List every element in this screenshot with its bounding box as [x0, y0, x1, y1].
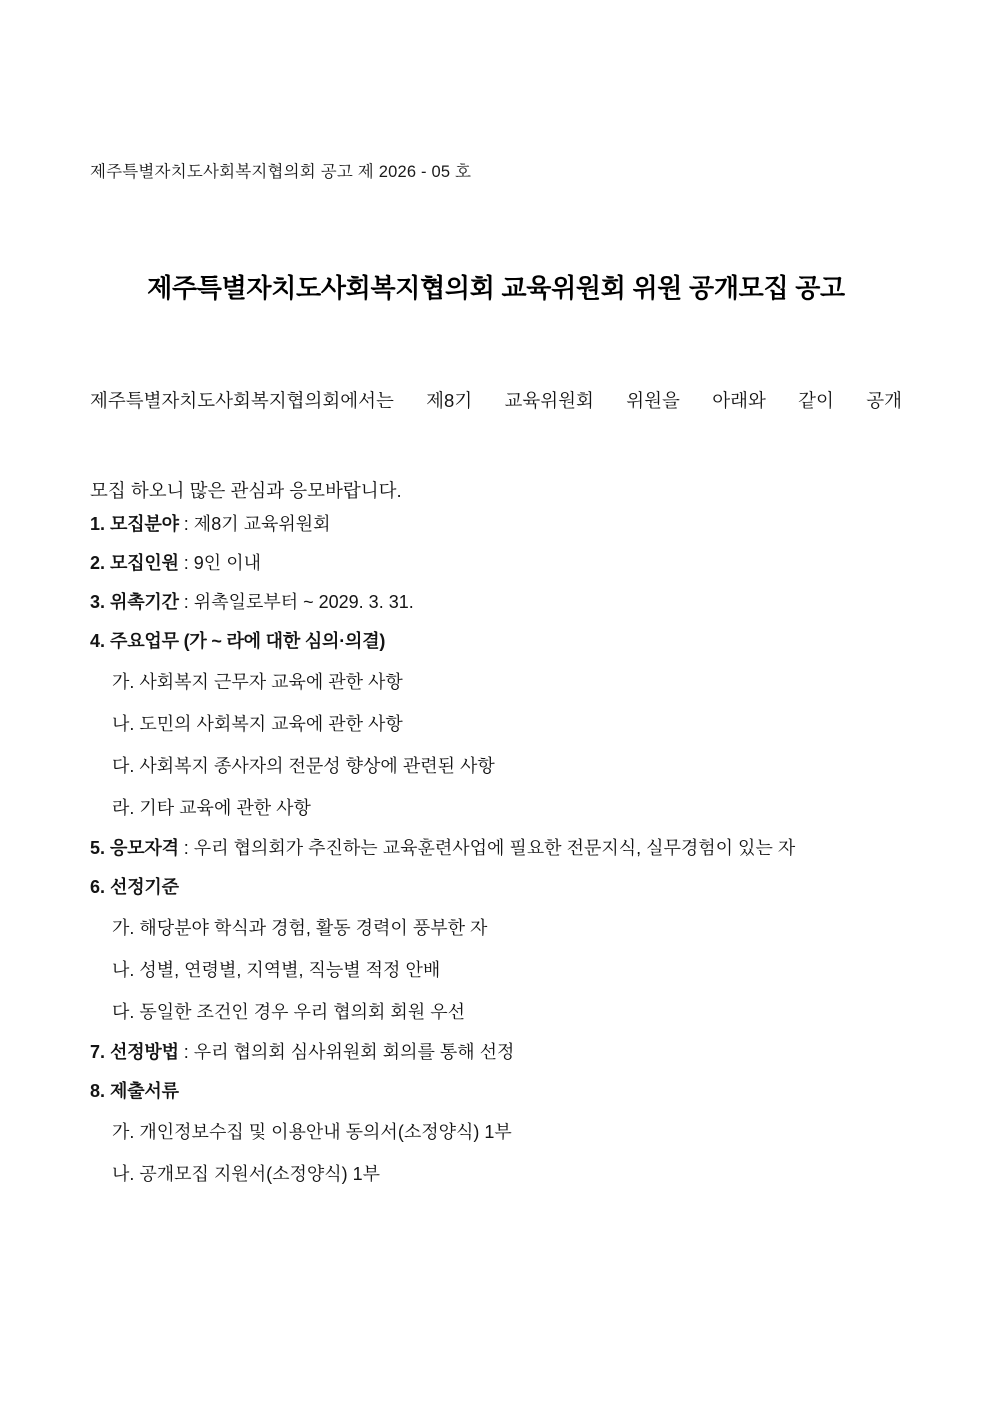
list-item — [90, 622, 905, 661]
list-item — [90, 829, 905, 868]
list-item-label: 선정방법 — [110, 1042, 179, 1062]
list-item-label: 위촉기간 — [110, 592, 179, 612]
list-item-detail: : 9인 이내 — [178, 553, 261, 573]
sub-list-item: 다. 사회복지 종사자의 전문성 향상에 관련된 사항 — [112, 756, 495, 776]
list-item-detail: : 우리 협의회 심사위원회 회의를 통해 선정 — [178, 1042, 515, 1062]
list-item-index: 7. — [90, 1042, 106, 1062]
sub-list-item: 나. 도민의 사회복지 교육에 관한 사항 — [112, 714, 403, 734]
list-item — [90, 583, 905, 622]
list-item-index: 2. — [90, 553, 106, 573]
sub-list-item: 라. 기타 교육에 관한 사항 — [112, 798, 311, 818]
list-item — [90, 868, 905, 907]
list-item-index: 6. — [90, 877, 106, 897]
intro-line-1: 제주특별자치도사회복지협의회에서는 제8기 교육위원회 위원을 아래와 같이 공개 — [90, 390, 902, 411]
sub-list-item: 다. 동일한 조건인 경우 우리 협의회 회원 우선 — [112, 1002, 465, 1022]
sub-list-item: 나. 성별, 연령별, 지역별, 직능별 적정 안배 — [112, 960, 441, 980]
list-item — [90, 544, 905, 583]
list-item — [90, 1033, 905, 1072]
list-item — [90, 505, 905, 544]
list-item-index: 3. — [90, 592, 106, 612]
sub-list-item: 나. 공개모집 지원서(소정양식) 1부 — [112, 1164, 381, 1184]
list-item — [90, 1072, 905, 1111]
list-item-index: 5. — [90, 838, 106, 858]
list-item-index: 4. — [90, 631, 106, 651]
list-item-label: 제출서류 — [110, 1081, 179, 1101]
list-item-label: 응모자격 — [110, 838, 179, 858]
list-item-detail: : 우리 협의회가 추진하는 교육훈련사업에 필요한 전문지식, 실무경험이 있는 자 — [178, 838, 796, 858]
list-item-label: 주요업무 (가 ~ 라에 대한 심의·의결) — [110, 631, 386, 651]
list-item-label: 모집인원 — [110, 553, 179, 573]
notice-number: 제주특별자치도사회복지협의회 공고 제 2026 - 05 호 — [90, 163, 472, 181]
list-item-detail: : 제8기 교육위원회 — [178, 514, 331, 534]
list-item-index: 8. — [90, 1081, 106, 1101]
sub-list-item: 가. 개인정보수집 및 이용안내 동의서(소정양식) 1부 — [112, 1122, 512, 1142]
sub-list-item: 가. 사회복지 근무자 교육에 관한 사항 — [112, 672, 403, 692]
page-title: 제주특별자치도사회복지협의회 교육위원회 위원 공개모집 공고 — [147, 273, 845, 303]
list-item-index: 1. — [90, 514, 106, 534]
intro-paragraph — [90, 378, 902, 513]
notice-body-list — [90, 505, 905, 1195]
list-item-label: 모집분야 — [110, 514, 179, 534]
intro-line-2: 모집 하오니 많은 관심과 응모바랍니다. — [90, 480, 402, 501]
list-item-label: 선정기준 — [110, 877, 179, 897]
list-item-detail: : 위촉일로부터 ~ 2029. 3. 31. — [178, 592, 414, 612]
sub-list-item: 가. 해당분야 학식과 경험, 활동 경력이 풍부한 자 — [112, 918, 488, 938]
